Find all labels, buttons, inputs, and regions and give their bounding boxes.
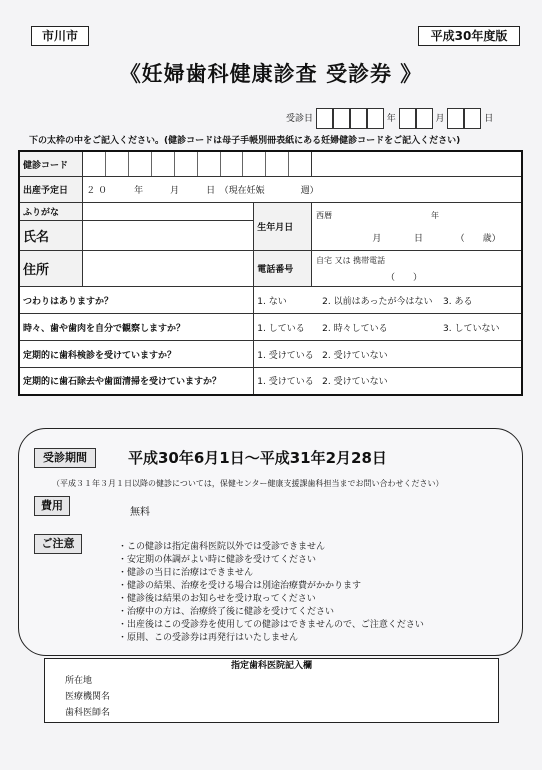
option-1[interactable]: 1. 受けている	[257, 350, 314, 361]
option-2[interactable]: 2. 以前はあったが今はない	[322, 296, 433, 307]
birth-era: 西暦	[316, 210, 333, 220]
question-text: 定期的に歯科検診を受けていますか？	[19, 341, 254, 368]
option-1[interactable]: 1. 受けている	[257, 377, 314, 388]
birth-day-unit: 日	[414, 233, 424, 244]
clinic-facility-label: 医療機関名	[65, 692, 111, 702]
option-1[interactable]: 1. している	[257, 323, 305, 334]
birth-field[interactable]	[312, 203, 522, 251]
period-value: 平成30年6月1日～平成31年2月28日	[128, 449, 387, 467]
birth-month-unit: 月	[372, 233, 382, 244]
option-2[interactable]: 2. 受けていない	[322, 350, 388, 361]
question-row	[19, 314, 522, 341]
year-unit: 年	[386, 114, 396, 124]
exam-year-box[interactable]	[350, 108, 367, 129]
city-tag: 市川市	[31, 26, 89, 46]
exam-month-box[interactable]	[416, 108, 433, 129]
exam-year-box[interactable]	[333, 108, 350, 129]
due-date-field[interactable]: ２ ０ 年 月 日 （現在妊娠 週）	[83, 177, 522, 203]
caution-list	[118, 541, 424, 645]
month-unit: 月	[435, 114, 445, 124]
edition-tag: 平成30年度版	[418, 26, 520, 46]
phone-paren: （ ）	[386, 272, 423, 283]
option-3[interactable]: 3. ある	[443, 296, 473, 307]
address-field[interactable]	[83, 251, 254, 287]
question-row	[19, 368, 522, 395]
fee-label: 費用	[34, 496, 70, 516]
caution-item: ・健診の結果、治療を受ける場合は別途治療費がかかります	[118, 581, 362, 591]
caution-item: ・安定期の体調がよい時に健診を受けてください	[118, 555, 317, 565]
question-options[interactable]	[254, 368, 522, 395]
clinic-title: 指定歯科医院記入欄	[230, 661, 312, 671]
page-title: 《妊婦歯科健康診査 受診券 》	[119, 62, 423, 86]
address-label: 住所	[19, 251, 83, 287]
period-label: 受診期間	[34, 448, 96, 468]
caution-item: ・健診後は結果のお知らせを受け取ってください	[118, 594, 316, 604]
exam-date	[286, 108, 493, 129]
phone-label: 電話番号	[254, 251, 312, 287]
question-options[interactable]	[254, 341, 522, 368]
fee-value: 無料	[130, 507, 150, 518]
phone-field[interactable]	[312, 251, 522, 287]
due-date-label: 出産予定日	[19, 177, 83, 203]
name-field[interactable]	[83, 221, 254, 251]
clinic-box	[44, 658, 499, 723]
clinic-dentist-label: 歯科医師名	[65, 708, 111, 718]
caution-item: ・原則、この受診券は再発行はいたしません	[118, 633, 299, 643]
main-form	[18, 150, 523, 396]
option-3[interactable]: 3. していない	[443, 323, 500, 334]
question-options[interactable]	[254, 314, 522, 341]
option-2[interactable]: 2. 受けていない	[322, 377, 388, 388]
furigana-field[interactable]	[83, 203, 254, 221]
option-2[interactable]: 2. 時々している	[322, 323, 388, 334]
exam-day-box[interactable]	[447, 108, 464, 129]
exam-month-box[interactable]	[399, 108, 416, 129]
period-note: （平成３１年３月１日以降の健診については，保健センター健康支援課歯科担当までお問い合わせください）	[52, 479, 444, 488]
question-text: つわりはありますか？	[19, 287, 254, 314]
caution-item: ・治療中の方は、治療終了後に健診を受けてください	[118, 607, 335, 617]
caution-item: ・出産後はこの受診券を使用しての健診はできませんので、ご注意ください	[118, 620, 424, 630]
instruction-text: 下の太枠の中をご記入ください。(健診コードは母子手帳別冊表紙にある妊婦健診コードをご記入ください)	[29, 136, 461, 146]
exam-day-box[interactable]	[464, 108, 481, 129]
day-unit: 日	[484, 114, 494, 124]
furigana-label: ふりがな	[19, 203, 83, 221]
caution-item: ・健診の当日に治療はできません	[118, 568, 254, 578]
question-text: 定期的に歯石除去や歯面清掃を受けていますか？	[19, 368, 254, 395]
clinic-address-label: 所在地	[65, 676, 93, 686]
exam-year-box[interactable]	[316, 108, 333, 129]
phone-type: 自宅 又は 携帯電話	[316, 255, 386, 265]
code-label: 健診コード	[19, 151, 83, 177]
question-text: 時々、歯や歯肉を自分で観察しますか？	[19, 314, 254, 341]
question-row	[19, 341, 522, 368]
name-label: 氏名	[19, 221, 83, 251]
option-1[interactable]: 1. ない	[257, 296, 287, 307]
birth-age: （ 歳）	[455, 233, 501, 244]
caution-item: ・この健診は指定歯科医院以外では受診できません	[118, 542, 326, 552]
question-options[interactable]	[254, 287, 522, 314]
code-cells[interactable]	[83, 151, 312, 177]
caution-label: ご注意	[34, 534, 82, 554]
question-row	[19, 287, 522, 314]
birth-year-unit: 年	[431, 210, 439, 220]
birth-label: 生年月日	[254, 203, 312, 251]
exam-date-label: 受診日	[286, 114, 314, 124]
exam-year-box[interactable]	[367, 108, 384, 129]
